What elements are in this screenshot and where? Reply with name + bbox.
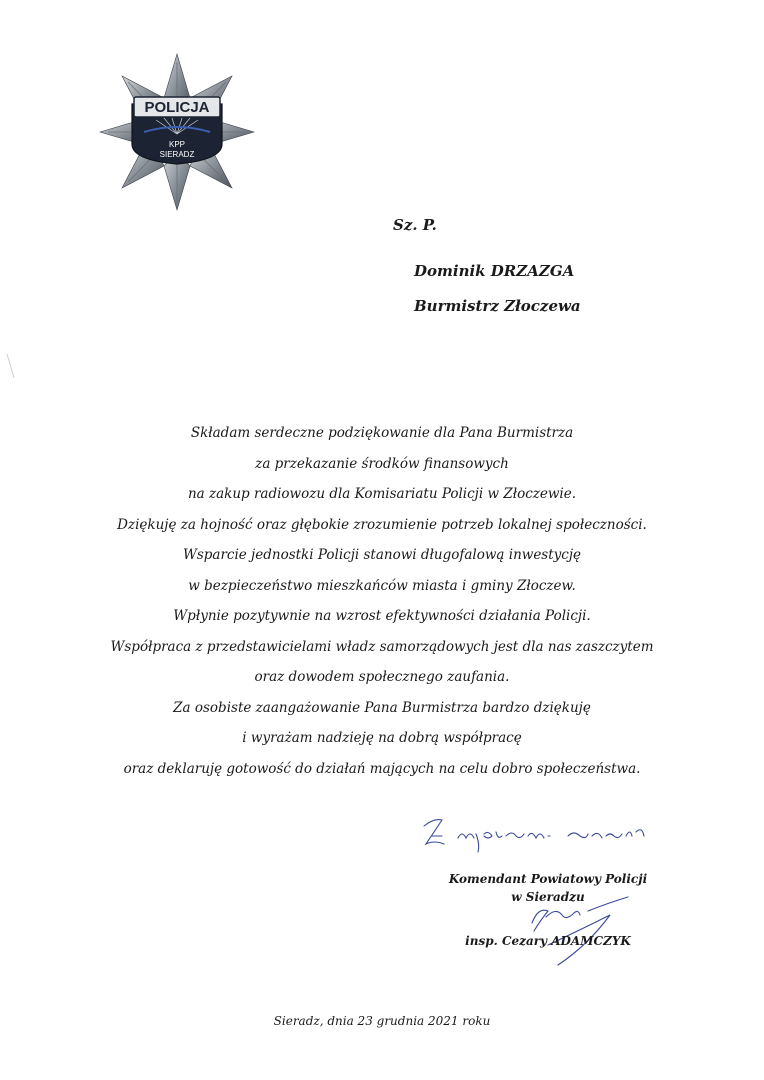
letter-body [60,418,704,784]
body-line: za przekazanie środków finansowych [255,455,509,472]
place-and-date: Sieradz, dnia 23 grudnia 2021 roku [273,1014,491,1028]
body-line: oraz dowodem społecznego zaufania. [254,669,510,685]
addressee-role: Burmistrz Złoczewa [414,297,581,315]
police-badge-logo [98,52,256,212]
badge-unit-text: KPP [168,140,186,149]
addressee-name: Dominik DRZAZGA [414,262,575,280]
body-line: oraz deklaruję gotowość do działań mających na celu dobro społeczeństwa. [123,760,641,777]
handwritten-closing [418,800,658,860]
signatory-title: Komendant Powiatowy Policji [448,872,648,886]
body-line: Za osobiste zaangażowanie Pana Burmistrza bardzo dziękuję [173,699,591,716]
salutation: Sz. P. [393,216,437,234]
body-line: Dziękuję za hojność oraz głębokie zrozumienie potrzeb lokalnej społeczności. [117,516,647,533]
body-line: Składam serdeczne podziękowanie dla Pana Burmistrza [190,425,574,441]
badge-city-text: SIERADZ [159,150,195,159]
signatory-name: insp. Cezary ADAMCZYK [465,934,631,948]
signature [518,885,638,975]
body-line: w bezpieczeństwo mieszkańców miasta i gminy Złoczew. [188,577,576,594]
body-line: i wyrażam nadzieję na dobrą współpracę [242,730,522,746]
body-line: na zakup radiowozu dla Komisariatu Policji w Złoczewie. [187,486,577,502]
signatory-unit: w Sieradzu [511,890,585,904]
scan-mark [4,352,18,382]
body-line: Współpraca z przedstawicielami władz samorządowych jest dla nas zaszczytem [110,638,654,655]
body-line: Wpłynie pozytywnie na wzrost efektywności działania Policji. [173,608,591,624]
body-line: Wsparcie jednostki Policji stanowi długofalową inwestycję [182,547,582,563]
badge-title-text: POLICJA [144,99,210,116]
